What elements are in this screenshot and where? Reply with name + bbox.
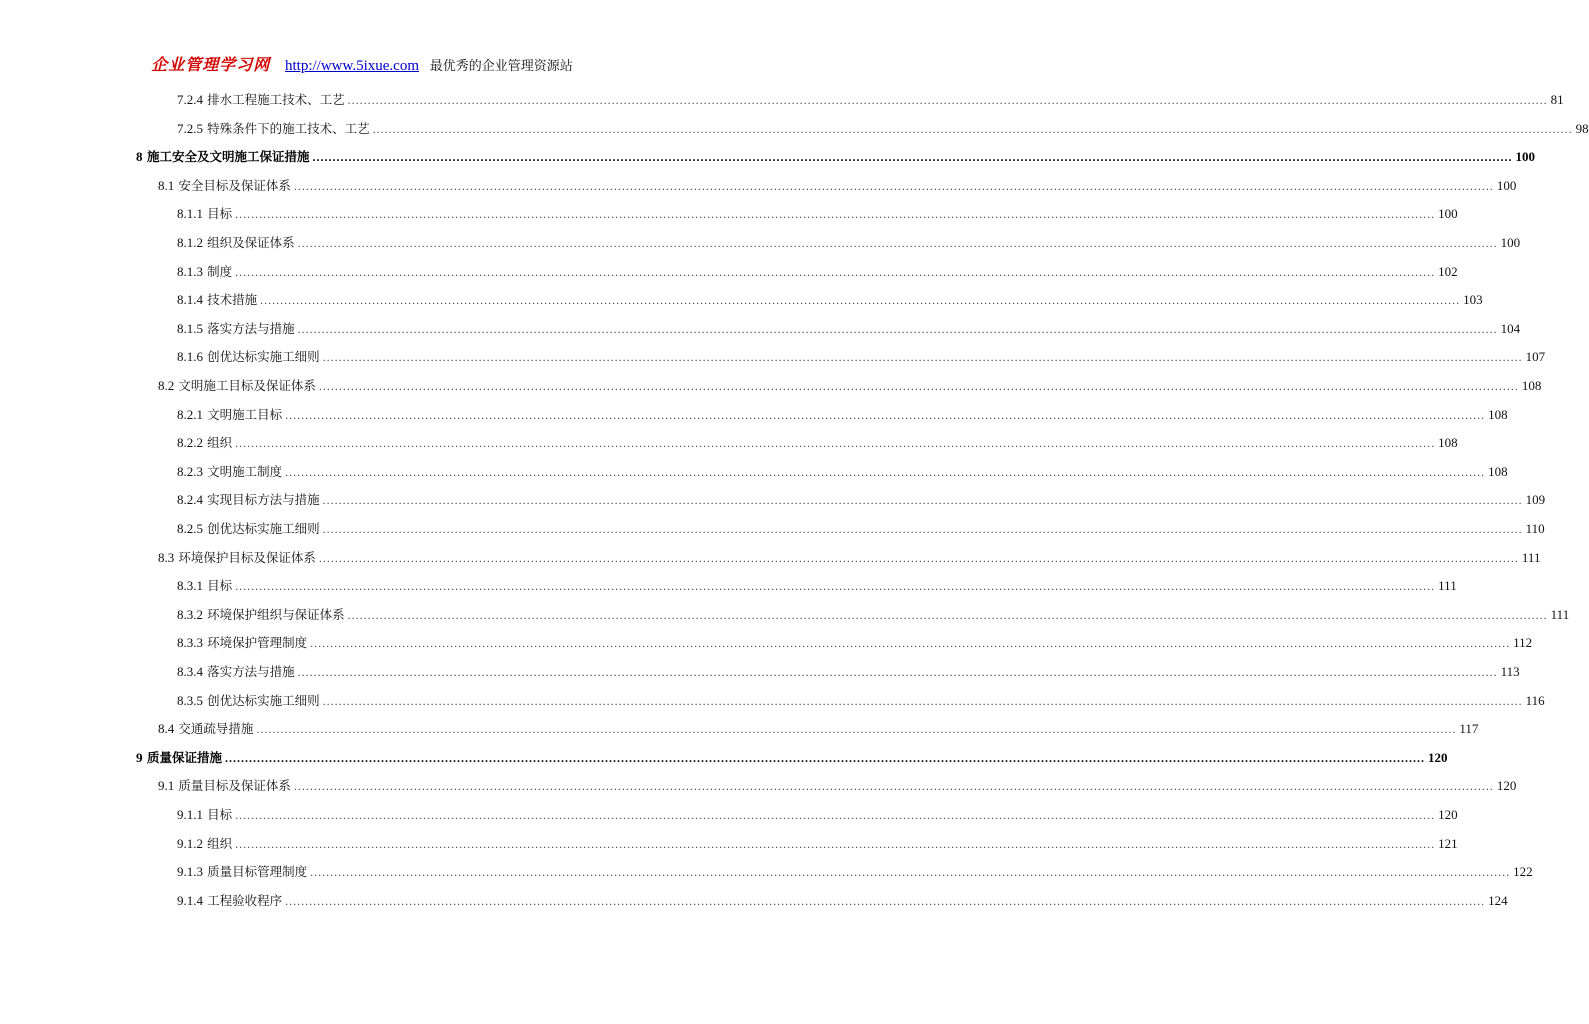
toc-page-number: 104 [1500, 320, 1521, 336]
toc-page-number: 121 [1438, 835, 1458, 851]
toc-page-number: 100 [1515, 149, 1536, 165]
toc-page-number: 111 [1438, 578, 1457, 594]
toc-leader-dots: ............................................................................................................................................................................................................................................................................................................ [297, 236, 1498, 250]
toc-entry[interactable] [177, 90, 1564, 110]
toc-entry[interactable] [158, 548, 1541, 568]
toc-entry-label [177, 805, 232, 826]
toc-entry-number: 8 [136, 149, 143, 165]
toc-page-number: 122 [1513, 864, 1533, 880]
toc-page-number: 117 [1459, 721, 1479, 737]
toc-entry-number: 9.1 [158, 778, 175, 794]
toc-leader-dots: ............................................................................................................................................................................................................................................................................................................ [235, 436, 1436, 451]
toc-entry-label [177, 347, 320, 368]
toc-entry-label [177, 490, 320, 511]
toc-page-number: 108 [1488, 406, 1508, 422]
toc-entry-label [177, 576, 232, 597]
toc-entry-number: 9.1.4 [177, 892, 203, 908]
toc-leader-dots: ............................................................................................................................................................................................................................................................................................................ [225, 750, 1426, 765]
toc-entry-label [158, 548, 316, 569]
toc-leader-dots: ............................................................................................................................................................................................................................................................................................................ [235, 264, 1436, 279]
toc-entry-label [158, 376, 316, 397]
toc-entry-number: 8.1.4 [177, 292, 203, 308]
toc-entry-number: 8.1.1 [177, 206, 203, 222]
toc-entry-number: 8.4 [158, 721, 175, 737]
toc-page-number: 102 [1438, 263, 1458, 279]
toc-entry[interactable] [177, 347, 1546, 367]
toc-page-number: 112 [1513, 635, 1533, 651]
toc-entry-label [158, 776, 291, 797]
toc-leader-dots: ............................................................................................................................................................................................................................................................................................................ [322, 693, 1523, 708]
toc-entry-number: 8.3.3 [177, 635, 203, 651]
toc-entry-label [177, 405, 282, 426]
toc-entry-number: 9.1.1 [177, 807, 203, 822]
toc-entry[interactable] [177, 233, 1521, 253]
toc-entry-label [177, 862, 307, 883]
toc-leader-dots: ............................................................................................................................................................................................................................................................................................................ [322, 522, 1523, 536]
toc-entry[interactable] [177, 319, 1521, 339]
toc-entry-label [177, 204, 232, 225]
toc-entry-label [177, 891, 282, 912]
toc-entry-label [177, 433, 232, 454]
toc-entry-number: 8.3.5 [177, 692, 203, 708]
toc-page-number: 116 [1525, 692, 1545, 708]
toc-page-number: 124 [1488, 892, 1508, 908]
toc-leader-dots: ............................................................................................................................................................................................................................................................................................................ [235, 808, 1436, 822]
site-url-link[interactable]: http://www.5ixue.com [284, 58, 419, 74]
toc-entry-label [177, 119, 370, 140]
toc-entry-number: 8.2.4 [177, 492, 203, 508]
toc-page-number: 100 [1438, 206, 1458, 222]
toc-entry-title: 目标 [207, 206, 233, 222]
toc-entry-number: 8.3 [158, 549, 175, 565]
toc-page-number: 103 [1463, 292, 1483, 308]
toc-entry-title: 交通疏导措施 [178, 721, 254, 737]
toc-leader-dots: ............................................................................................................................................................................................................................................................................................................ [318, 550, 1519, 565]
toc-leader-dots: ............................................................................................................................................................................................................................................................................................................ [312, 150, 1513, 165]
toc-entry-number: 7.2.4 [177, 92, 203, 107]
toc-entry-title: 工程验收程序 [207, 892, 283, 908]
toc-entry-label [177, 691, 320, 712]
toc-entry-label [177, 262, 232, 283]
toc-entry[interactable] [177, 262, 1458, 282]
toc-entry-title: 制度 [207, 263, 233, 279]
toc-entry-label [177, 662, 295, 683]
toc-entry-number: 8.1.6 [177, 349, 203, 365]
toc-entry-title: 质量目标管理制度 [207, 864, 308, 880]
toc-entry-title: 质量目标及保证体系 [178, 778, 291, 794]
toc-leader-dots: ............................................................................................................................................................................................................................................................................................................ [260, 293, 1461, 308]
toc-leader-dots: ............................................................................................................................................................................................................................................................................................................ [372, 121, 1573, 136]
toc-page-number: 100 [1500, 235, 1521, 250]
toc-entry[interactable] [177, 633, 1533, 653]
toc-entry[interactable] [177, 519, 1545, 539]
toc-entry[interactable] [136, 147, 1536, 167]
toc-page-number: 120 [1438, 807, 1458, 822]
toc-entry[interactable] [177, 605, 1570, 625]
toc-entry-number: 8.3.1 [177, 578, 203, 594]
toc-entry-title: 特殊条件下的施工技术、工艺 [207, 120, 370, 136]
toc-entry-number: 8.1.2 [177, 235, 203, 250]
toc-entry[interactable] [177, 662, 1520, 682]
site-slogan: 最优秀的企业管理资源站 [429, 59, 573, 74]
toc-entry[interactable] [177, 204, 1458, 224]
toc-page-number: 107 [1525, 349, 1546, 365]
toc-entry-number: 8.2 [158, 378, 175, 393]
toc-leader-dots: ............................................................................................................................................................................................................................................................................................................ [293, 178, 1494, 193]
toc-leader-dots: ............................................................................................................................................................................................................................................................................................................ [256, 722, 1457, 737]
toc-entry-title: 排水工程施工技术、工艺 [207, 92, 345, 107]
toc-entry-label [136, 748, 222, 769]
toc-page-number: 108 [1488, 463, 1508, 479]
toc-entry-title: 落实方法与措施 [207, 320, 295, 336]
toc-entry-title: 组织 [207, 435, 233, 451]
toc-entry-label [158, 176, 291, 197]
toc-entry[interactable] [177, 490, 1546, 510]
toc-entry[interactable] [177, 290, 1483, 310]
toc-entry-title: 环境保护目标及保证体系 [178, 549, 316, 565]
toc-entry-number: 8.2.3 [177, 463, 203, 479]
toc-entry[interactable] [158, 176, 1517, 196]
toc-entry-number: 9.1.2 [177, 835, 203, 851]
toc-entry-number: 7.2.5 [177, 120, 203, 136]
toc-entry-title: 创优达标实施工细则 [207, 521, 320, 536]
toc-entry-label [177, 519, 320, 540]
toc-entry-number: 9.1.3 [177, 864, 203, 880]
toc-entry-number: 8.1.3 [177, 263, 203, 279]
toc-entry-title: 创优达标实施工细则 [207, 349, 320, 365]
toc-entry-number: 8.3.4 [177, 664, 203, 679]
toc-leader-dots: ............................................................................................................................................................................................................................................................................................................ [285, 407, 1486, 422]
toc-entry-number: 9 [136, 749, 143, 765]
toc-entry-title: 技术措施 [207, 292, 258, 308]
toc-entry[interactable] [177, 576, 1457, 596]
toc-leader-dots: ............................................................................................................................................................................................................................................................................................................ [285, 893, 1486, 908]
page-header [0, 52, 724, 75]
toc-entry-title: 文明施工目标 [207, 406, 283, 422]
toc-entry-title: 组织及保证体系 [207, 235, 295, 250]
toc-leader-dots: ............................................................................................................................................................................................................................................................................................................ [310, 865, 1511, 880]
toc-entry-label [177, 605, 345, 626]
toc-page-number: 81 [1550, 92, 1564, 107]
toc-entry-title: 质量保证措施 [147, 749, 223, 765]
toc-page-number: 110 [1525, 521, 1545, 536]
toc-entry-label [177, 290, 257, 311]
toc-page-number: 109 [1525, 492, 1546, 508]
toc-entry-title: 组织 [207, 835, 233, 851]
toc-entry[interactable] [177, 691, 1545, 711]
toc-leader-dots: ............................................................................................................................................................................................................................................................................................................ [235, 207, 1436, 222]
toc-entry[interactable] [136, 748, 1448, 768]
toc-entry-label [177, 462, 282, 483]
toc-entry-title: 落实方法与措施 [207, 664, 295, 679]
toc-entry-label [158, 719, 253, 740]
toc-leader-dots: ............................................................................................................................................................................................................................................................................................................ [318, 379, 1519, 393]
toc-entry[interactable] [177, 805, 1458, 825]
toc-entry[interactable] [158, 776, 1517, 796]
toc-entry-number: 8.2.5 [177, 521, 203, 536]
toc-leader-dots: ............................................................................................................................................................................................................................................................................................................ [347, 93, 1548, 107]
toc-leader-dots: ............................................................................................................................................................................................................................................................................................................ [347, 607, 1548, 622]
toc-leader-dots: ............................................................................................................................................................................................................................................................................................................ [297, 321, 1498, 336]
toc-entry-number: 8.1.5 [177, 320, 203, 336]
toc-entry-title: 文明施工目标及保证体系 [178, 378, 316, 393]
site-brand: 企业管理学习网 [151, 55, 271, 74]
toc-entry-title: 施工安全及文明施工保证措施 [147, 149, 310, 165]
toc-entry-label [177, 633, 307, 654]
toc-entry-title: 环境保护组织与保证体系 [207, 606, 345, 622]
toc-page-number: 113 [1500, 664, 1520, 679]
toc-entry-label [136, 147, 310, 168]
toc-leader-dots: ............................................................................................................................................................................................................................................................................................................ [235, 836, 1436, 851]
toc-entry-number: 8.2.2 [177, 435, 203, 451]
toc-leader-dots: ............................................................................................................................................................................................................................................................................................................ [235, 579, 1436, 594]
toc-entry[interactable] [158, 376, 1542, 396]
toc-entry-label [177, 834, 232, 855]
toc-entry[interactable] [177, 834, 1458, 854]
toc-entry-title: 环境保护管理制度 [207, 635, 308, 651]
toc-page-number: 98 [1575, 120, 1589, 136]
toc-entry-number: 8.3.2 [177, 606, 203, 622]
toc-entry-title: 文明施工制度 [207, 463, 283, 479]
toc-entry[interactable] [177, 405, 1508, 425]
toc-entry[interactable] [177, 433, 1458, 453]
toc-entry-label [177, 233, 295, 254]
toc-leader-dots: ............................................................................................................................................................................................................................................................................................................ [322, 493, 1523, 508]
toc-entry-number: 8.1 [158, 177, 175, 193]
toc-entry[interactable] [177, 119, 1589, 139]
toc-page-number: 108 [1521, 378, 1542, 393]
toc-entry-title: 目标 [207, 578, 233, 594]
toc-page-number: 111 [1521, 549, 1541, 565]
toc-entry-title: 创优达标实施工细则 [207, 692, 320, 708]
toc-page-number: 120 [1428, 749, 1448, 765]
toc-leader-dots: ............................................................................................................................................................................................................................................................................................................ [310, 636, 1511, 651]
toc-page-number: 108 [1438, 435, 1458, 451]
toc-leader-dots: ............................................................................................................................................................................................................................................................................................................ [285, 464, 1486, 479]
toc-entry-title: 安全目标及保证体系 [178, 177, 291, 193]
toc-page-number: 120 [1496, 778, 1517, 794]
toc-entry[interactable] [177, 891, 1508, 911]
toc-entry-number: 8.2.1 [177, 406, 203, 422]
toc-leader-dots: ............................................................................................................................................................................................................................................................................................................ [297, 665, 1498, 679]
toc-page-number: 111 [1550, 606, 1570, 622]
toc-entry-title: 目标 [207, 807, 233, 822]
toc-entry[interactable] [177, 862, 1533, 882]
toc-entry[interactable] [177, 462, 1508, 482]
toc-entry-title: 实现目标方法与措施 [207, 492, 320, 508]
toc-leader-dots: ............................................................................................................................................................................................................................................................................................................ [293, 779, 1494, 794]
toc-entry-label [177, 90, 345, 111]
toc-leader-dots: ............................................................................................................................................................................................................................................................................................................ [322, 350, 1523, 365]
toc-entry-label [177, 319, 295, 340]
toc-page-number: 100 [1496, 177, 1517, 193]
toc-entry[interactable] [158, 719, 1479, 739]
